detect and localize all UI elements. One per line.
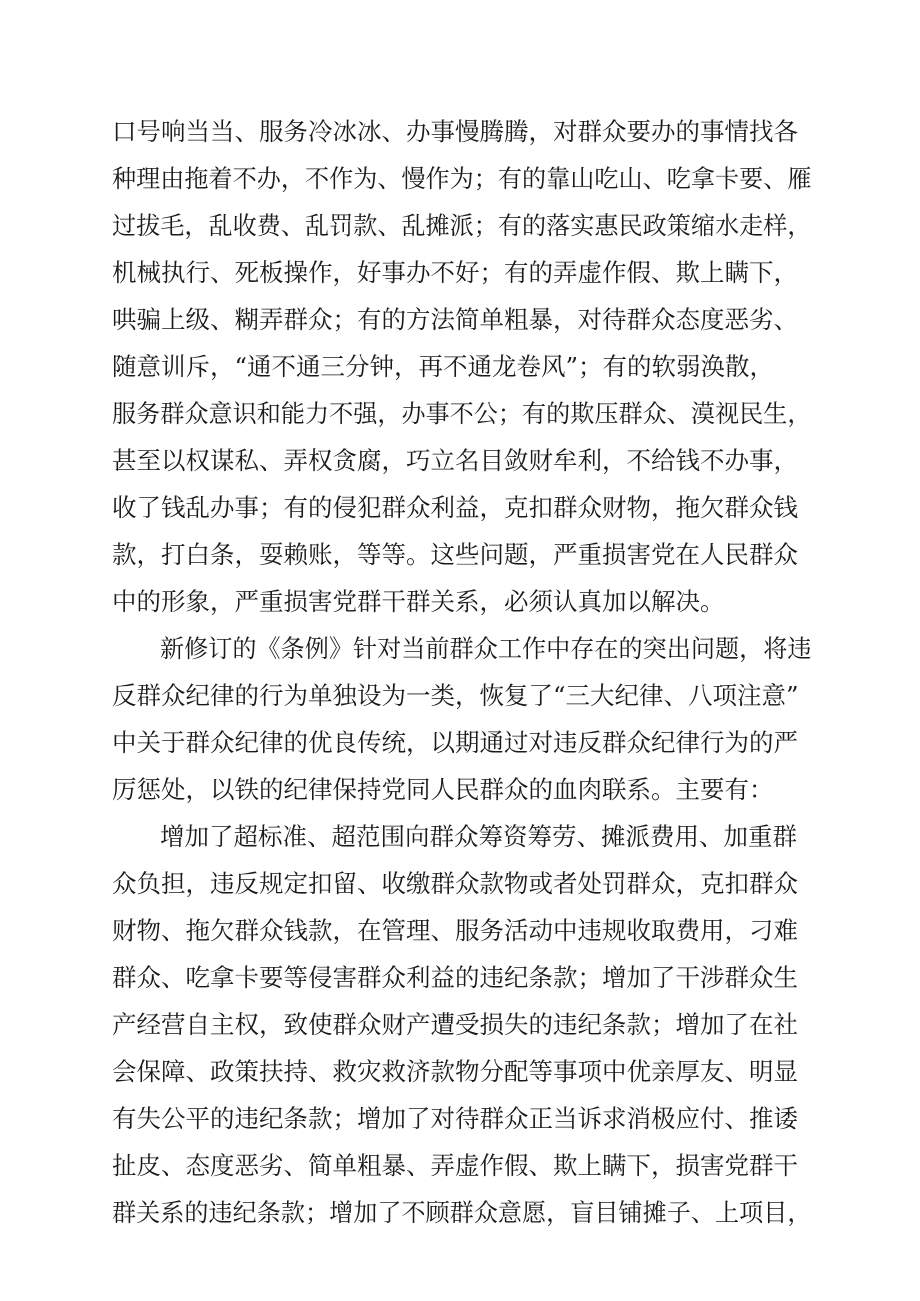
text-line: 中关于群众纪律的优良传统，以期通过对违反群众纪律行为的严	[112, 728, 798, 757]
text-line: 会保障、政策扶持、救灾救济款物分配等事项中优亲厚友、明显	[112, 1057, 798, 1086]
paragraph-first-line: 新修订的《条例》针对当前群众工作中存在的突出问题，将违	[160, 634, 812, 663]
text-line: 厉惩处，以铁的纪律保持党同人民群众的血肉联系。主要有：	[112, 775, 774, 804]
text-line: 众负担，违反规定扣留、收缴群众款物或者处罚群众，克扣群众	[112, 869, 798, 898]
text-line: 收了钱乱办事；有的侵犯群众利益，克扣群众财物，拖欠群众钱	[112, 493, 798, 522]
text-line: 服务群众意识和能力不强，办事不公；有的欺压群众、漠视民生，	[112, 399, 812, 428]
paragraph-first-line: 增加了超标准、超范围向群众筹资筹劳、摊派费用、加重群	[160, 822, 797, 851]
text-line: 哄骗上级、糊弄群众；有的方法简单粗暴，对待群众态度恶劣、	[112, 305, 798, 334]
text-line: 反群众纪律的行为单独设为一类，恢复了“三大纪律、八项注意”	[112, 681, 799, 710]
text-line: 产经营自主权，致使群众财产遭受损失的违纪条款；增加了在社	[112, 1010, 798, 1039]
text-line: 扯皮、态度恶劣、简单粗暴、弄虚作假、欺上瞒下，损害党群干	[112, 1151, 798, 1180]
text-line: 随意训斥，“通不通三分钟，再不通龙卷风”；有的软弱涣散，	[112, 352, 775, 381]
text-line: 机械执行、死板操作，好事办不好；有的弄虚作假、欺上瞒下，	[112, 258, 798, 287]
text-line: 口号响当当、服务冷冰冰、办事慢腾腾，对群众要办的事情找各	[112, 117, 798, 146]
text-line: 款，打白条，耍赖账，等等。这些问题，严重损害党在人民群众	[112, 540, 798, 569]
text-line: 过拔毛，乱收费、乱罚款、乱摊派；有的落实惠民政策缩水走样，	[112, 211, 812, 240]
text-line: 群众、吃拿卡要等侵害群众利益的违纪条款；增加了干涉群众生	[112, 963, 798, 992]
text-line: 财物、拖欠群众钱款，在管理、服务活动中违规收取费用，刁难	[112, 916, 798, 945]
text-line: 有失公平的违纪条款；增加了对待群众正当诉求消极应付、推诿	[112, 1104, 798, 1133]
text-line: 甚至以权谋私、弄权贪腐，巧立名目敛财牟利，不给钱不办事，	[112, 446, 798, 475]
text-line: 中的形象，严重损害党群干群关系，必须认真加以解决。	[112, 587, 725, 616]
text-line: 种理由拖着不办，不作为、慢作为；有的靠山吃山、吃拿卡要、雁	[112, 164, 812, 193]
text-line: 群关系的违纪条款；增加了不顾群众意愿，盲目铺摊子、上项目，	[112, 1198, 812, 1227]
